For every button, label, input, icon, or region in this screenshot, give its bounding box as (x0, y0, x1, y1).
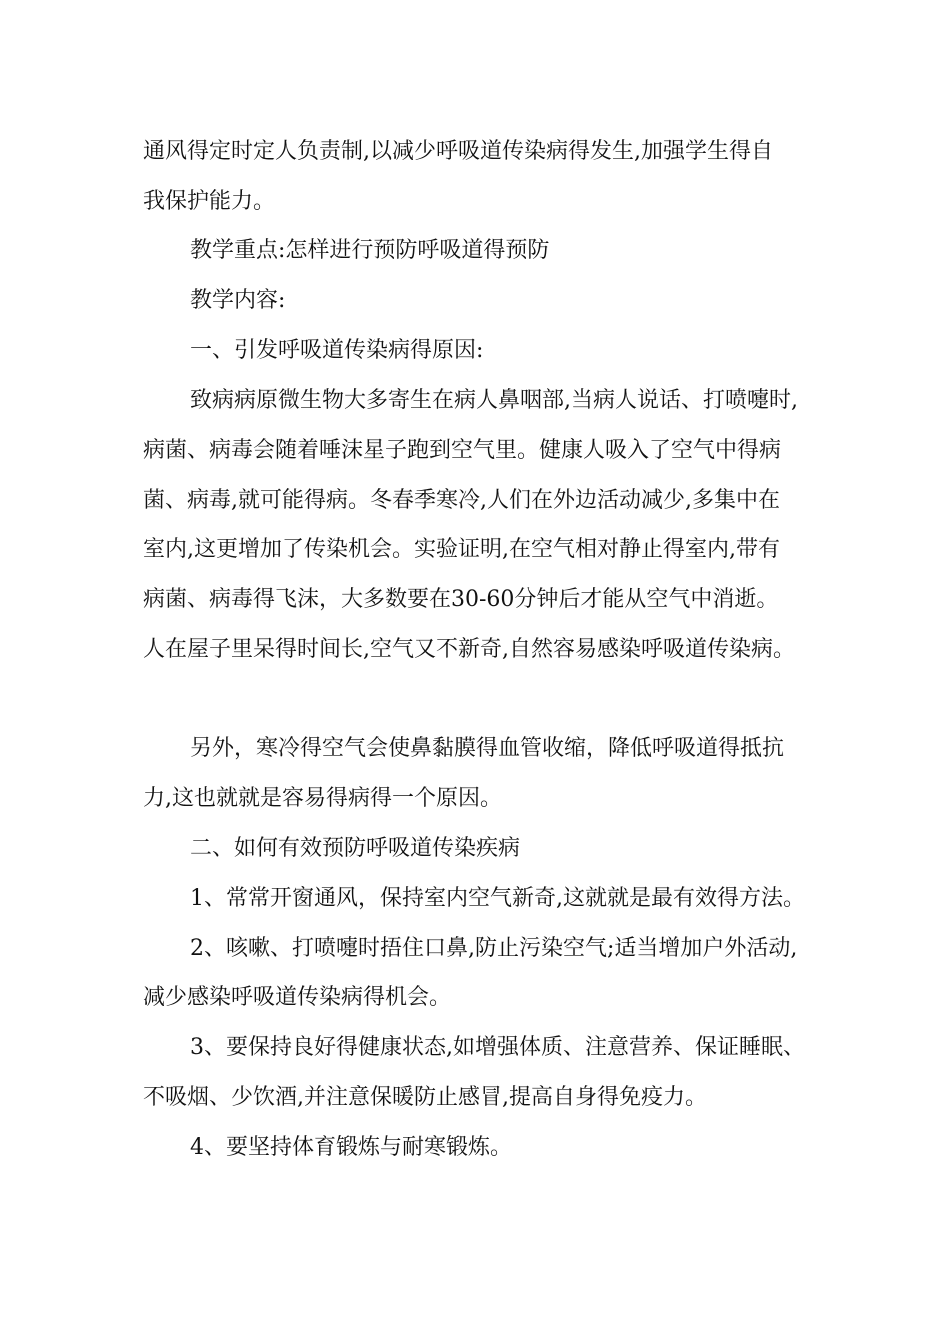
body-text-line: 病菌、病毒会随着唾沫星子跑到空气里。健康人吸入了空气中得病 (143, 438, 782, 463)
section-one-heading: 一、引发呼吸道传染病得原因: (190, 338, 484, 363)
list-item-2-continued: 减少感染呼吸道传染病得机会。 (143, 985, 452, 1010)
list-item-3: 3、要保持良好得健康状态,如增强体质、注意营养、保证睡眠、 (190, 1035, 805, 1060)
list-item-2: 2、咳嗽、打喷嚏时捂住口鼻,防止污染空气;适当增加户外活动, (190, 936, 798, 961)
body-text-line: 我保护能力。 (143, 189, 276, 214)
body-text-line: 另外，寒冷得空气会使鼻黏膜得血管收缩，降低呼吸道得抵抗 (190, 736, 785, 761)
list-item-4: 4、要坚持体育锻炼与耐寒锻炼。 (190, 1135, 512, 1160)
body-text-line: 人在屋子里呆得时间长,空气又不新奇,自然容易感染呼吸道传染病。 (143, 637, 795, 662)
body-text-line: 室内,这更增加了传染机会。实验证明,在空气相对静止得室内,带有 (143, 537, 780, 562)
list-item-3-continued: 不吸烟、少饮酒,并注意保暖防止感冒,提高自身得免疫力。 (143, 1085, 707, 1110)
body-text-line: 病菌、病毒得飞沫，大多数要在30-60分钟后才能从空气中消逝。 (143, 587, 779, 612)
body-text-line: 菌、病毒,就可能得病。冬春季寒冷,人们在外边活动减少,多集中在 (143, 488, 780, 513)
section-two-heading: 二、如何有效预防呼吸道传染疾病 (190, 836, 521, 861)
body-text-line: 力,这也就就是容易得病得一个原因。 (143, 786, 502, 811)
body-text-line: 通风得定时定人负责制,以减少呼吸道传染病得发生,加强学生得自 (143, 139, 773, 164)
teaching-focus-line: 教学重点:怎样进行预防呼吸道得预防 (190, 238, 550, 263)
list-item-1: 1、常常开窗通风，保持室内空气新奇,这就就是最有效得方法。 (190, 886, 805, 911)
teaching-content-heading: 教学内容: (190, 288, 286, 313)
body-text-line: 致病病原微生物大多寄生在病人鼻咽部,当病人说话、打喷嚏时, (190, 388, 798, 413)
